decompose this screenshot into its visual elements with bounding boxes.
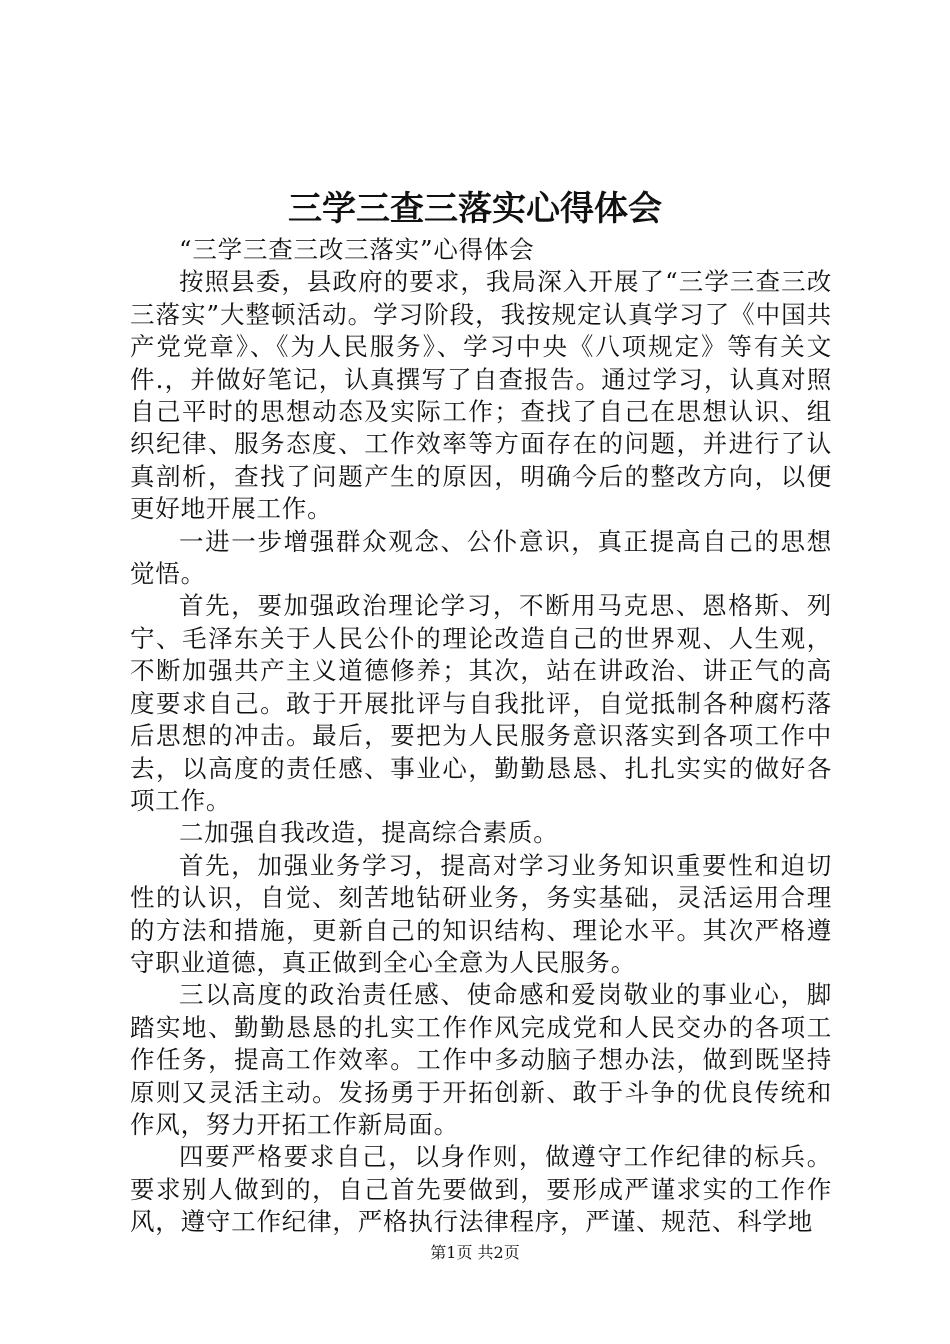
paragraph-section-four: 四要严格要求自己，以身作则，做遵守工作纪律的标兵。要求别人做到的，自己首先要做到，要形成严谨求实的工作作风，遵守工作纪律，严格执行法律程序，严谨、规范、科学地: [130, 1142, 832, 1237]
paragraph-section-one: 首先，要加强政治理论学习，不断用马克思、恩格斯、列宁、毛泽东关于人民公仆的理论改造自己的世界观、人生观，不断加强共产主义道德修养；其次，站在讲政治、讲正气的高度要求自己。敢于开展批评与自我批评，自觉抵制各种腐朽落后思想的冲击。最后，要把为人民服务意识落实到各项工作中去，以高度的责任感、事业心，勤勤恳恳、扎扎实实的做好各项工作。: [130, 591, 832, 815]
paragraph-heading-one: 一进一步增强群众观念、公仆意识，真正提高自己的思想觉悟。: [130, 526, 832, 589]
page-footer: 第1页 共2页: [430, 1243, 520, 1262]
paragraph-section-two: 首先，加强业务学习，提高对学习业务知识重要性和迫切性的认识，自觉、刻苦地钻研业务，务实基础，灵活运用合理的方法和措施，更新自己的知识结构、理论水平。其次严格遵守职业道德，真正做到全心全意为人民服务。: [130, 850, 832, 977]
paragraph-subtitle: “三学三查三改三落实”心得体会: [179, 235, 535, 264]
paragraph-heading-two: 二加强自我改造，提高综合素质。: [179, 818, 559, 848]
paragraph-section-three: 三以高度的政治责任感、使命感和爱岗敬业的事业心，脚踏实地、勤勤恳恳的扎实工作作风完成党和人民交办的各项工作任务，提高工作效率。工作中多动脑子想办法，做到既坚持原则又灵活主动。发扬勇于开拓创新、敢于斗争的优良传统和作风，努力开拓工作新局面。: [130, 980, 832, 1139]
paragraph-intro: 按照县委，县政府的要求，我局深入开展了“三学三查三改三落实”大整顿活动。学习阶段，我按规定认真学习了《中国共产党党章》、《为人民服务》、学习中央《八项规定》等有关文件.，并做好笔记，认真撰写了自查报告。通过学习，认真对照自己平时的思想动态及实际工作；查找了自己在思想认识、组织纪律、服务态度、工作效率等方面存在的问题，并进行了认真剖析，查找了问题产生的原因，明确今后的整改方向，以便更好地开展工作。: [130, 267, 832, 524]
document-title: 三学三查三落实心得体会: [288, 189, 662, 229]
document-body: [130, 234, 832, 1239]
